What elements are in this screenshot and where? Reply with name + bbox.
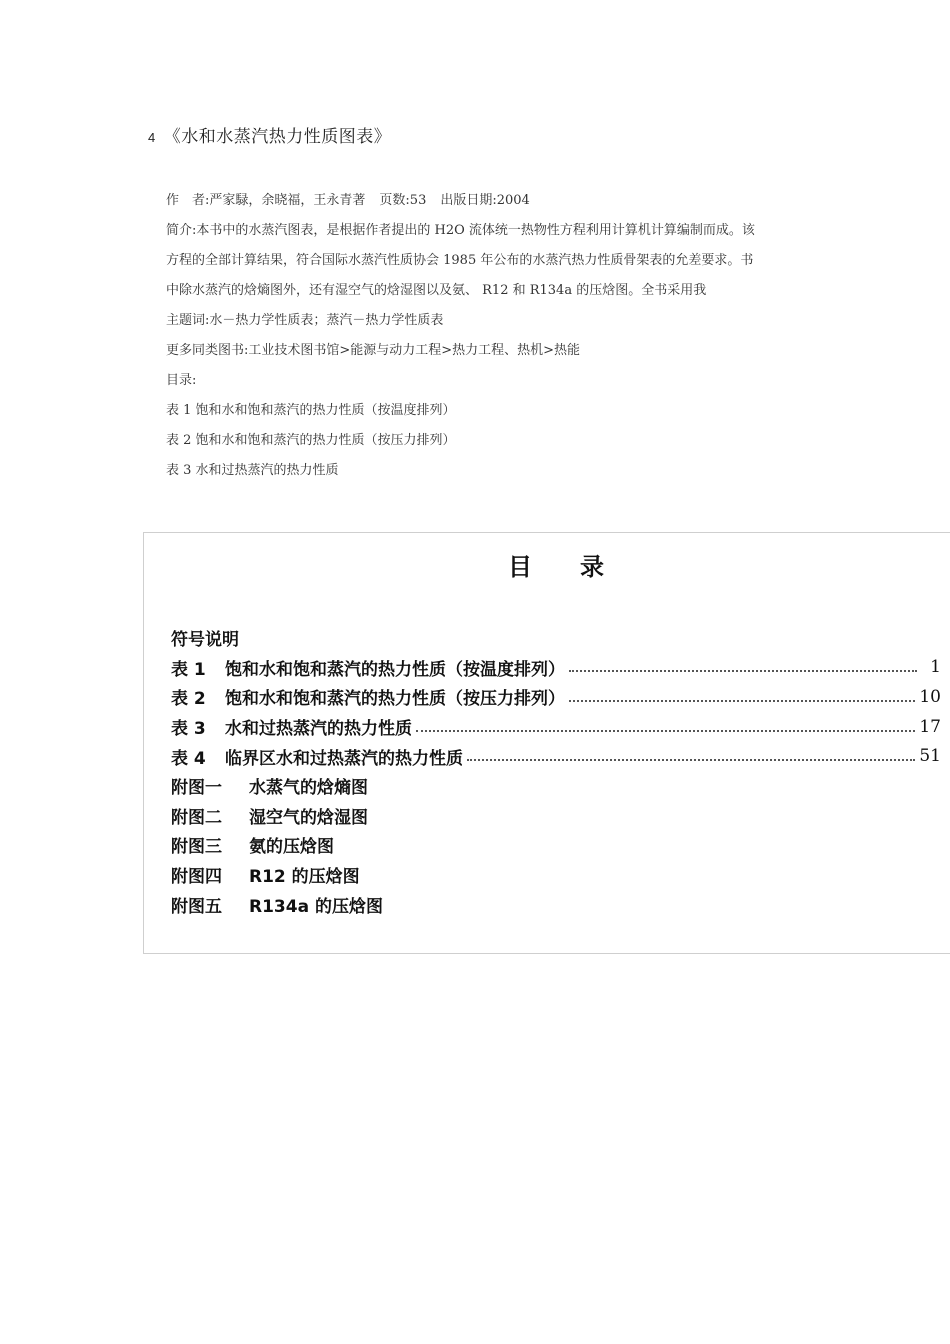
entry-page: 1: [930, 657, 941, 678]
entry-code: 表 3: [171, 719, 206, 740]
figure-entry: [171, 771, 941, 801]
entry-page: 51: [919, 746, 941, 767]
subject-line: 主题词:水－热力学性质表；蒸汽－热力学性质表: [166, 313, 444, 328]
date-label: 出版日期:: [440, 193, 497, 208]
figure-code: 附图五: [171, 896, 222, 917]
scanned-toc-image: [143, 532, 950, 954]
author-label: 作 者:: [166, 193, 210, 208]
figure-entry: [171, 889, 941, 919]
toc-item: 表 2 饱和水和饱和蒸汽的热力性质（按压力排列）: [166, 433, 456, 448]
symbols-text: 符号说明: [171, 630, 239, 651]
pages-value: 53: [409, 193, 427, 208]
figure-code: 附图二: [171, 807, 222, 828]
leader-dots: [569, 670, 917, 672]
authors: 严家騄，余晓福，王永青著: [209, 193, 366, 208]
figure-code: 附图三: [171, 837, 222, 858]
author-line: [166, 186, 816, 216]
toc-item: 表 3 水和过热蒸汽的热力性质: [166, 463, 339, 478]
intro-line: 方程的全部计算结果，符合国际水蒸汽性质协会 1985 年公布的水蒸汽热力性质骨架表的允差要求。书: [166, 253, 754, 268]
leader-dots: [416, 730, 915, 732]
toc-label: 目录:: [166, 373, 197, 388]
figure-text: 氨的压焓图: [249, 837, 334, 858]
toc-entry: [171, 712, 941, 742]
intro-line: 中除水蒸汽的焓熵图外，还有湿空气的焓湿图以及氨、 R12 和 R134a 的压焓图。全书采用我: [166, 283, 707, 298]
intro-line: 简介:本书中的水蒸汽图表，是根据作者提出的 H2O 流体统一热物性方程利用计算机计算编制而成。该: [166, 223, 755, 238]
entry-page: 17: [919, 716, 941, 737]
symbols-entry: [171, 623, 941, 653]
entry-text: 饱和水和饱和蒸汽的热力性质（按压力排列）: [225, 689, 565, 710]
figure-entry: [171, 830, 941, 860]
date-value: 2004: [496, 193, 530, 208]
entry-text: 水和过热蒸汽的热力性质: [225, 719, 412, 740]
book-title: [148, 122, 391, 147]
leader-dots: [467, 759, 915, 761]
entry-text: 临界区水和过热蒸汽的热力性质: [225, 748, 463, 769]
figure-text: R134a 的压焓图: [249, 896, 383, 917]
scan-toc-list: [171, 623, 941, 919]
toc-entry: [171, 653, 941, 683]
figure-text: 湿空气的焓湿图: [249, 807, 368, 828]
entry-text: 饱和水和饱和蒸汽的热力性质（按温度排列）: [225, 659, 565, 680]
figure-text: 水蒸气的焓熵图: [249, 778, 368, 799]
toc-entry: [171, 741, 941, 771]
book-title-text: 《水和水蒸汽热力性质图表》: [163, 127, 392, 147]
entry-page: 10: [919, 686, 941, 707]
entry-code: 表 1: [171, 659, 206, 680]
toc-entry: [171, 682, 941, 712]
book-number: 4: [148, 130, 156, 145]
more-books-line: 更多同类图书:工业技术图书馆>能源与动力工程>热力工程、热机>热能: [166, 343, 581, 358]
book-info: [166, 186, 816, 486]
figure-entry: [171, 860, 941, 890]
figure-code: 附图一: [171, 778, 222, 799]
toc-item: 表 1 饱和水和饱和蒸汽的热力性质（按温度排列）: [166, 403, 456, 418]
figure-code: 附图四: [171, 867, 222, 888]
leader-dots: [569, 700, 915, 702]
figure-text: R12 的压焓图: [249, 867, 360, 888]
figure-entry: [171, 801, 941, 831]
pages-label: 页数:: [379, 193, 410, 208]
scan-title: 目录: [508, 553, 652, 581]
entry-code: 表 4: [171, 748, 206, 769]
entry-code: 表 2: [171, 689, 206, 710]
